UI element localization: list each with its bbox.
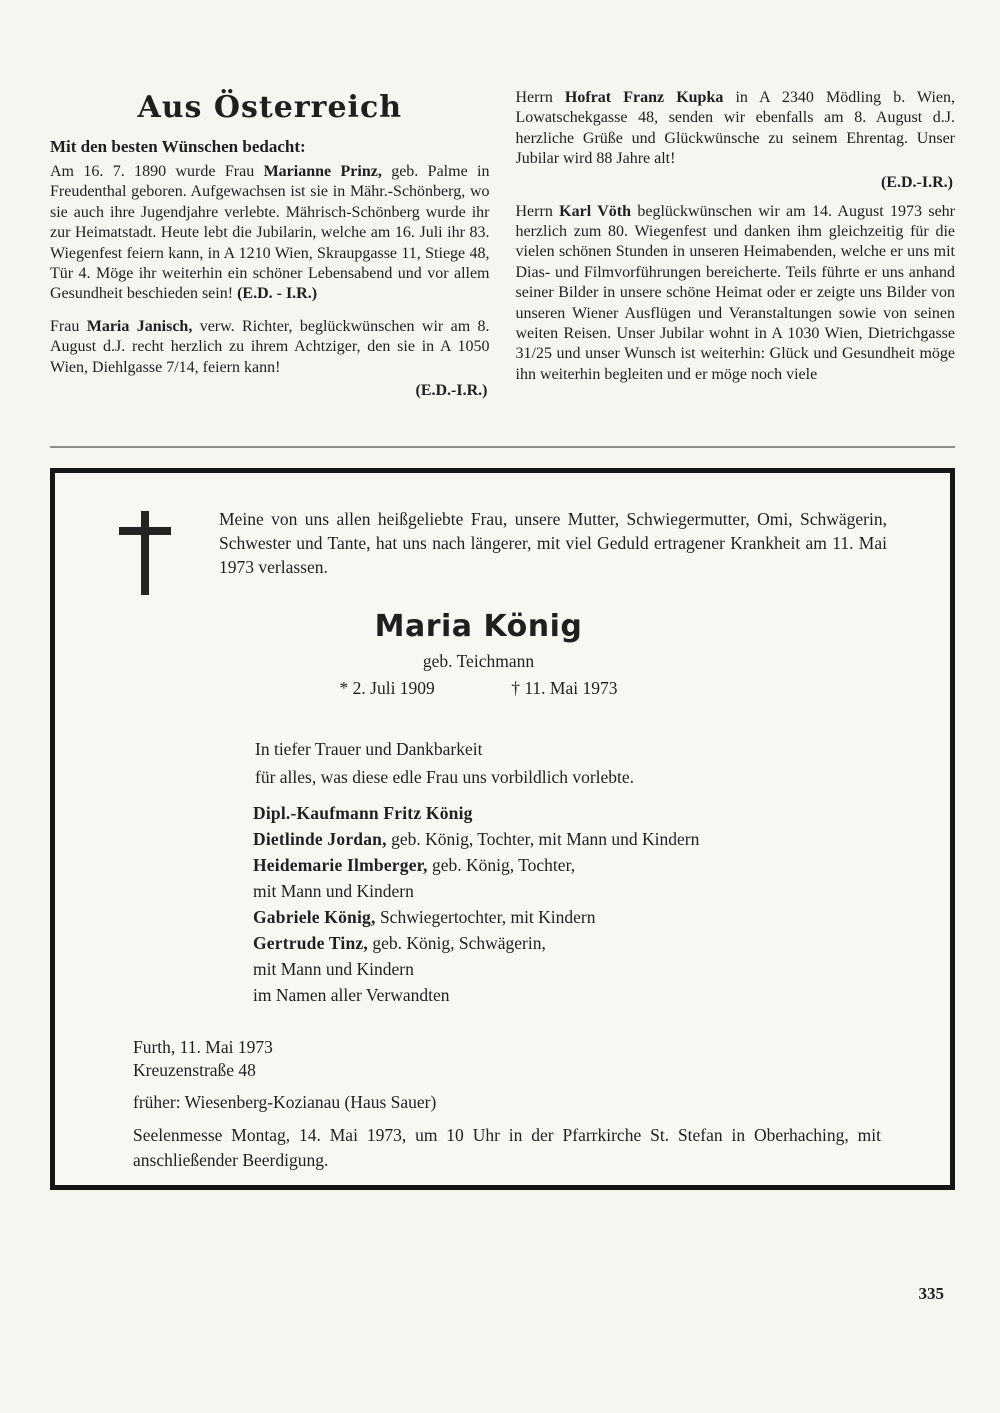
funeral-notice: Seelenmesse Montag, 14. Mai 1973, um 10 Uhr in der Pfarrkirche St. Stefan in Oberhaching, mit anschließender Beerdigung.: [133, 1125, 881, 1170]
mourner-line: [253, 826, 902, 852]
mourner-line: [253, 800, 902, 826]
grief-line: für alles, was diese edle Frau uns vorbildlich vorlebte.: [255, 767, 635, 787]
grief-statement: [255, 735, 902, 791]
text-segment: Am 16. 7. 1890 wurde Frau: [50, 163, 264, 180]
text-segment: geb. König, Tochter, mit Mann und Kindern: [386, 829, 700, 849]
obituary-footer: [133, 1036, 902, 1173]
bold-text-segment: Karl Vöth: [559, 202, 632, 220]
maiden-name: geb. Teichmann: [422, 651, 535, 671]
bold-text-segment: Dietlinde Jordan,: [253, 829, 387, 849]
bold-text-segment: Hofrat Franz Kupka: [564, 89, 724, 106]
page-number: 335: [918, 1284, 944, 1303]
mourner-line: [253, 852, 902, 878]
signature-initials: (E.D.-I.R.): [881, 173, 953, 191]
life-dates: [55, 678, 902, 699]
place-date: Furth, 11. Mai 1973: [133, 1037, 273, 1057]
text-segment: mit Mann und Kindern: [253, 881, 414, 901]
birth-date: * 2. Juli 1909: [339, 678, 435, 698]
news-column-left: [50, 88, 490, 434]
cross-icon: [119, 511, 171, 595]
address: Kreuzenstraße 48: [133, 1060, 256, 1080]
text-segment: mit Mann und Kindern: [253, 959, 414, 979]
bold-text-segment: Maria Janisch,: [86, 317, 193, 335]
section-subtitle: Mit den besten Wünschen bedacht:: [50, 137, 306, 156]
section-divider: [50, 446, 955, 448]
text-segment: in A 2340 Mödling b. Wien, Lowatschekgasse 48, senden wir ebenfalls am 8. August d.J. herzliche Grüße und Glückwünsche zu seinem Ehrentag. Unser Jubilar wird 88 Jahre alt!: [515, 89, 956, 168]
notice-franz-kupka: [516, 88, 956, 170]
bold-text-segment: Marianne Prinz,: [263, 163, 382, 180]
mourner-line: [253, 956, 902, 982]
bold-text-segment: Dipl.-Kaufmann Fritz König: [253, 803, 473, 823]
obituary-intro-row: [119, 507, 902, 595]
bold-text-segment: Gertrude Tinz,: [253, 933, 368, 953]
text-segment: geb. Palme in Freudenthal geboren. Aufgewachsen ist sie in Mähr.-Schönberg, wo sie auch ihre Jugendjahre verlebte. Mährisch-Schönberg wurde ihr zur Heimatstadt. Heute lebt die Jubilarin, welche am 16. Juli ihr 83. Wiegenfest feiern kann, in A 1210 Wien, Skraupgasse 11, Stiege 48, Tür 4. Möge ihr weiterhin ein schöner Lebensabend und vor allem Gesundheit beschieden sein!: [50, 163, 490, 303]
mourner-line: [253, 982, 902, 1008]
text-segment: im Namen aller Verwandten: [253, 985, 450, 1005]
text-segment: beglückwünschen wir am 14. August 1973 sehr herzlich zum 80. Wiegenfest und danken ihm gleichzeitig für die vielen schönen Stunden in unseren Heimabenden, welche er uns mit Dias- und Filmvorführungen bereicherte. Teils führte er uns anhand seiner Bilder in unsere schöne Heimat oder er zeigte uns Bilder von unseren Wiener Ausflügen und Veranstaltungen sowie von seinen weiten Reisen. Unser Jubilar wohnt in A 1030 Wien, Dietrichgasse 31/25 und unser Wunsch ist weiterhin: Glück und Gesundheit möge ihn weiterhin begleiten und er möge noch viele: [515, 202, 956, 383]
bold-text-segment: Gabriele König,: [253, 907, 376, 927]
signature-initials: (E.D.-I.R.): [415, 382, 488, 400]
text-segment: geb. König, Schwägerin,: [367, 933, 546, 953]
notice-karl-voeth: [516, 202, 956, 386]
news-column-right: [516, 88, 956, 434]
section-title: Aus Österreich: [137, 90, 403, 125]
mourner-line: [253, 904, 902, 930]
mourner-line: [253, 930, 902, 956]
text-segment: Frau: [50, 317, 87, 335]
grief-line: In tiefer Trauer und Dankbarkeit: [255, 739, 483, 759]
text-segment: verw. Richter, beglückwünschen wir am 8. August d.J. recht herzlich zu ihrem Achtziger, den sie in A 1050 Wien, Diehlgasse 7/14, feiern kann!: [50, 317, 490, 376]
former-residence: früher: Wiesenberg-Kozianau (Haus Sauer): [133, 1092, 437, 1112]
obituary-box: [50, 468, 955, 1190]
mourner-line: [253, 878, 902, 904]
notice-marianne-prinz: [50, 162, 490, 305]
death-date: † 11. Mai 1973: [511, 678, 618, 698]
deceased-name: Maria König: [374, 609, 583, 644]
bold-text-segment: Heidemarie Ilmberger,: [253, 855, 428, 875]
obituary-intro-text: Meine von uns allen heißgeliebte Frau, unsere Mutter, Schwiegermutter, Omi, Schwägerin, Schwester und Tante, hat uns nach längerer, mit viel Geduld ertragener Krankheit am 11. Mai 1973 verlassen.: [219, 509, 887, 577]
mourners-list: [253, 800, 902, 1008]
notice-maria-janisch: [50, 317, 490, 378]
bold-text-segment: (E.D. - I.R.): [237, 285, 318, 303]
news-section: [0, 0, 1000, 434]
text-segment: Herrn: [515, 89, 565, 106]
text-segment: Schwiegertochter, mit Kindern: [375, 907, 596, 927]
text-segment: Herrn: [515, 202, 560, 220]
text-segment: geb. König, Tochter,: [427, 855, 576, 875]
